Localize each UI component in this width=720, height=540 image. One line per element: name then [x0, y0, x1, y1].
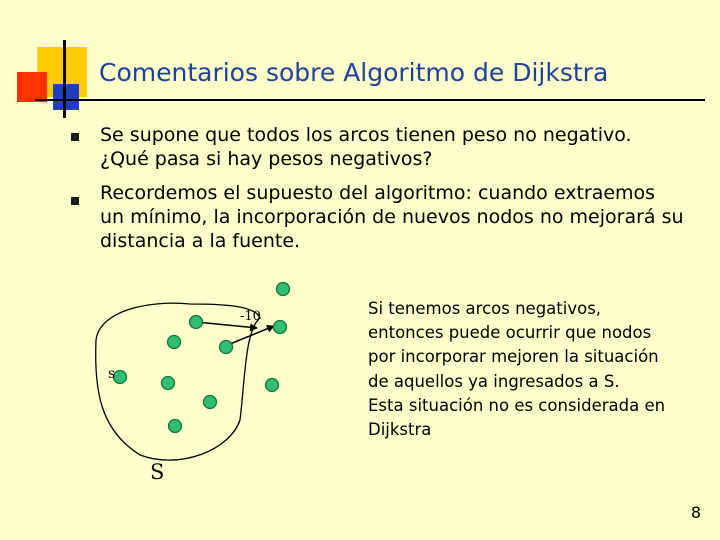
graph-node: [266, 379, 279, 392]
graph-node: [162, 377, 175, 390]
graph-node: [169, 420, 182, 433]
source-node: [114, 371, 127, 384]
bullet-item: Recordemos el supuesto del algoritmo: cuando extraemos un mínimo, la incorporación de nuevos nodos no mejorará su distancia a la fuente.: [100, 182, 684, 252]
bullet-item: Se supone que todos los arcos tienen peso no negativo. ¿Qué pasa si hay pesos negativos?: [100, 124, 632, 170]
slide-title: Comentarios sobre Algoritmo de Dijkstra: [99, 58, 609, 87]
edge-arrow: [225, 326, 274, 346]
source-label: s: [108, 366, 116, 382]
graph-node: [274, 321, 287, 334]
edge-weight-label: -10: [240, 309, 261, 324]
set-label: S: [150, 460, 165, 484]
graph-node: [277, 283, 290, 296]
side-explanation: Si tenemos arcos negativos, entonces puede ocurrir que nodos por incorporar mejoren la situación de aquellos ya ingresados a S. Esta situación no es considerada en Dijkstra: [368, 299, 666, 440]
graph-node: [168, 336, 181, 349]
graph-node: [220, 341, 233, 354]
graph-node: [204, 396, 217, 409]
page-number: 8: [690, 503, 701, 522]
graph-node: [190, 316, 203, 329]
